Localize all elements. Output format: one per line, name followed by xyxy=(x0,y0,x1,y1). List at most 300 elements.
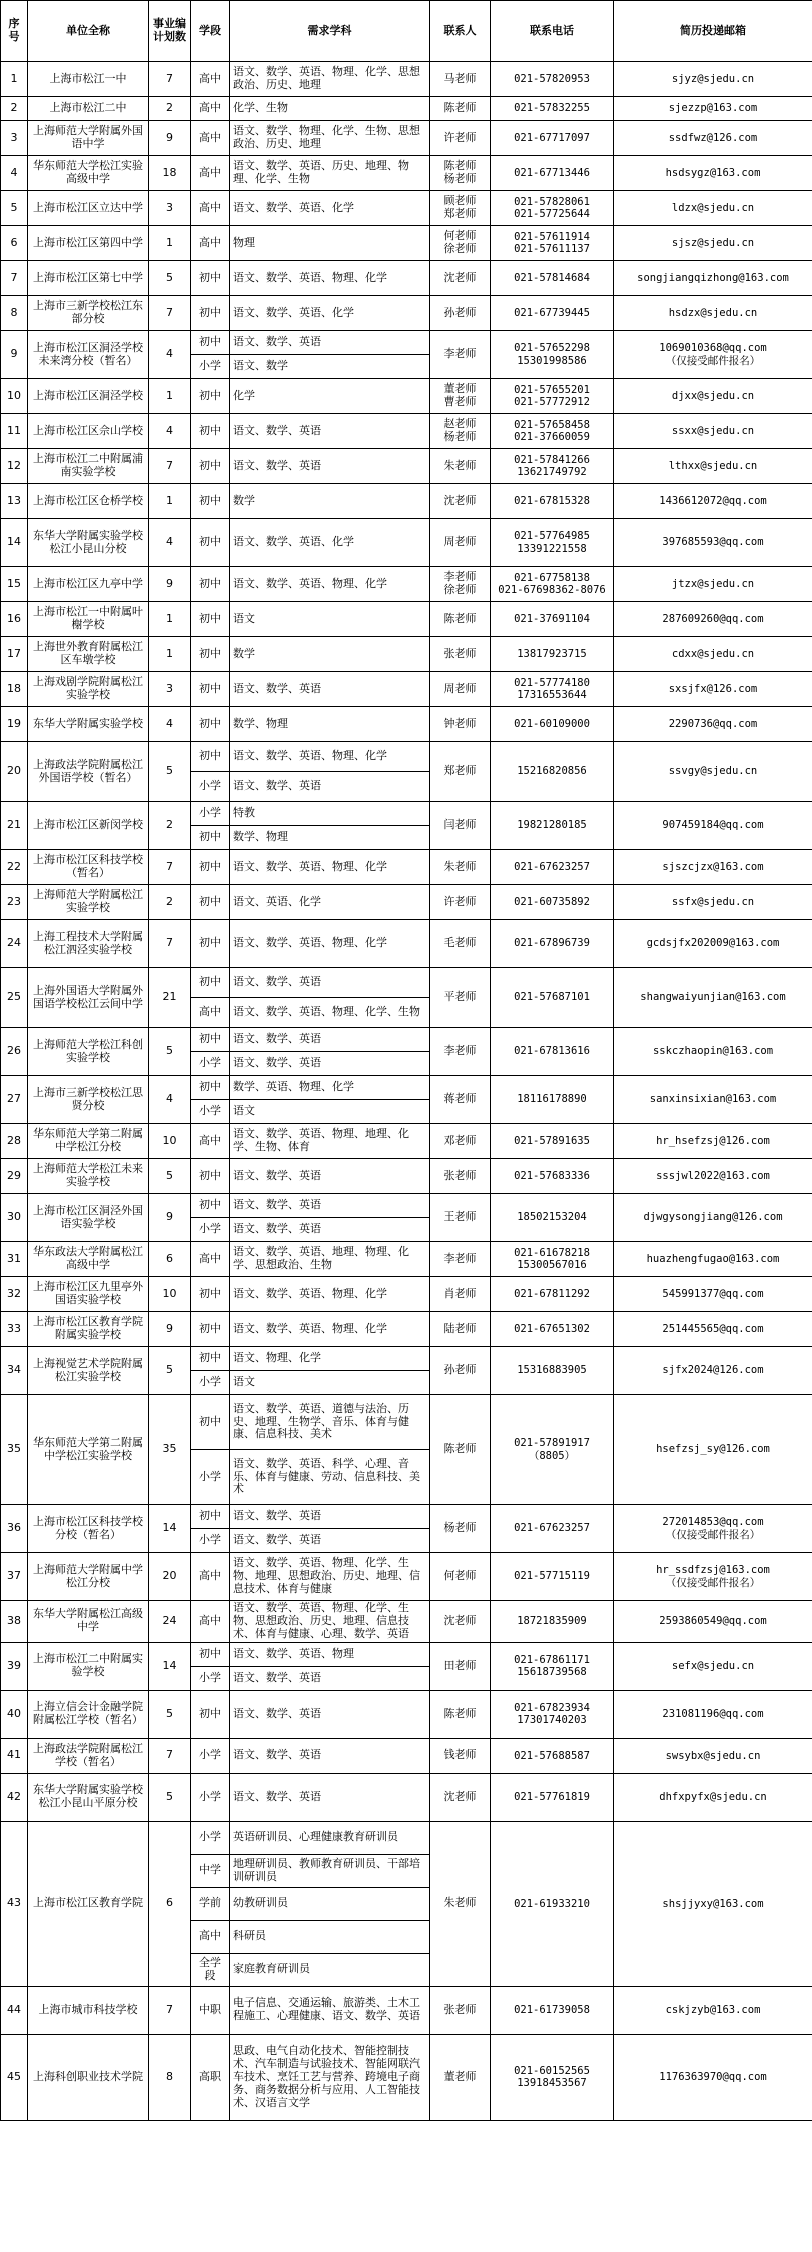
resume-email: hsdzx@sjedu.cn xyxy=(614,296,812,331)
contact-person: 许老师 xyxy=(430,885,491,920)
unit-name: 上海师范大学松江未来实验学校 xyxy=(28,1159,149,1194)
resume-email: songjiangqizhong@163.com xyxy=(614,261,812,296)
resume-email: sjyz@sjedu.cn xyxy=(614,62,812,97)
resume-email: 1436612072@qq.com xyxy=(614,484,812,519)
plan-count: 1 xyxy=(149,637,191,672)
resume-email: sjsz@sjedu.cn xyxy=(614,226,812,261)
contact-person: 陈老师 xyxy=(430,1690,491,1738)
school-level: 高中 xyxy=(191,62,230,97)
contact-person: 沈老师 xyxy=(430,261,491,296)
subjects: 语文、数学、英语 xyxy=(230,1218,430,1242)
subjects: 语文、英语、化学 xyxy=(230,885,430,920)
row-number: 11 xyxy=(1,414,28,449)
school-level: 小学 xyxy=(191,1371,230,1395)
contact-phone: 021-67811292 xyxy=(491,1277,614,1312)
table-row xyxy=(1,885,812,920)
resume-email: hsdsygz@163.com xyxy=(614,156,812,191)
table-row xyxy=(1,1642,812,1666)
school-level: 初中 xyxy=(191,567,230,602)
contact-phone: 021-37691104 xyxy=(491,602,614,637)
resume-email: djxx@sjedu.cn xyxy=(614,379,812,414)
unit-name: 上海戏剧学院附属松江实验学校 xyxy=(28,672,149,707)
resume-email: 2290736@qq.com xyxy=(614,707,812,742)
table-row xyxy=(1,62,812,97)
contact-phone: 021-57611914 021-57611137 xyxy=(491,226,614,261)
subjects: 物理 xyxy=(230,226,430,261)
plan-count: 7 xyxy=(149,296,191,331)
unit-name: 上海师范大学附属中学松江分校 xyxy=(28,1553,149,1601)
table-row xyxy=(1,156,812,191)
resume-email: 545991377@qq.com xyxy=(614,1277,812,1312)
plan-count: 9 xyxy=(149,1312,191,1347)
contact-phone: 021-61678218 15300567016 xyxy=(491,1242,614,1277)
table-row xyxy=(1,1601,812,1643)
school-level: 高中 xyxy=(191,156,230,191)
school-level: 中职 xyxy=(191,1986,230,2034)
subjects: 语文、数学、英语、物理、化学、生物、思想政治、历史、地理、信息技术、体育与健康、心理、数学、英语 xyxy=(230,1601,430,1643)
school-level: 初中 xyxy=(191,449,230,484)
plan-count: 4 xyxy=(149,1076,191,1124)
subjects: 数学 xyxy=(230,484,430,519)
contact-person: 马老师 xyxy=(430,62,491,97)
contact-phone: 021-67758138 021-67698362-8076 xyxy=(491,567,614,602)
row-number: 34 xyxy=(1,1347,28,1395)
unit-name: 上海政法学院附属松江学校（暂名） xyxy=(28,1738,149,1773)
contact-phone: 021-57652298 15301998586 xyxy=(491,331,614,379)
unit-name: 上海视觉艺术学院附属松江实验学校 xyxy=(28,1347,149,1395)
school-level: 初中 xyxy=(191,1028,230,1052)
subjects: 语文、数学、英语、物理、化学、思想政治、历史、地理 xyxy=(230,62,430,97)
table-row xyxy=(1,602,812,637)
school-level: 初中 xyxy=(191,296,230,331)
subjects: 语文、数学、英语 xyxy=(230,1738,430,1773)
resume-email: sssjwl2022@163.com xyxy=(614,1159,812,1194)
subjects: 语文、数学、英语、地理、物理、化学、思想政治、生物 xyxy=(230,1242,430,1277)
table-row xyxy=(1,1124,812,1159)
contact-person: 周老师 xyxy=(430,672,491,707)
header-no: 序号 xyxy=(1,1,28,62)
subjects: 语文、数学、英语、物理、化学 xyxy=(230,920,430,968)
row-number: 35 xyxy=(1,1395,28,1505)
contact-phone: 021-67823934 17301740203 xyxy=(491,1690,614,1738)
subjects: 语文、数学、英语 xyxy=(230,672,430,707)
table-row xyxy=(1,567,812,602)
header-unit: 单位全称 xyxy=(28,1,149,62)
unit-name: 上海市松江区教育学院附属实验学校 xyxy=(28,1312,149,1347)
subjects: 电子信息、交通运输、旅游类、土木工程施工、心理健康、语文、数学、英语 xyxy=(230,1986,430,2034)
table-row xyxy=(1,121,812,156)
resume-email: hr_hsefzsj@126.com xyxy=(614,1124,812,1159)
header-row xyxy=(1,1,812,62)
table-row xyxy=(1,1277,812,1312)
plan-count: 14 xyxy=(149,1505,191,1553)
unit-name: 上海市松江区科技学校分校（暂名） xyxy=(28,1505,149,1553)
contact-phone: 18502153204 xyxy=(491,1194,614,1242)
subjects: 语文、物理、化学 xyxy=(230,1347,430,1371)
contact-person: 张老师 xyxy=(430,637,491,672)
row-number: 17 xyxy=(1,637,28,672)
plan-count: 20 xyxy=(149,1553,191,1601)
row-number: 22 xyxy=(1,850,28,885)
school-level: 小学 xyxy=(191,1450,230,1505)
contact-person: 蒋老师 xyxy=(430,1076,491,1124)
plan-count: 21 xyxy=(149,968,191,1028)
contact-person: 陈老师 xyxy=(430,1395,491,1505)
table-row xyxy=(1,261,812,296)
resume-email: hsefzsj_sy@126.com xyxy=(614,1395,812,1505)
subjects: 语文、数学、英语 xyxy=(230,1690,430,1738)
resume-email: shangwaiyunjian@163.com xyxy=(614,968,812,1028)
row-number: 10 xyxy=(1,379,28,414)
subjects: 语文、数学、英语、物理、化学 xyxy=(230,261,430,296)
school-level: 初中 xyxy=(191,850,230,885)
table-row xyxy=(1,449,812,484)
unit-name: 上海市松江一中附属叶榭学校 xyxy=(28,602,149,637)
subjects: 语文、数学、英语、物理、化学 xyxy=(230,1312,430,1347)
school-level: 小学 xyxy=(191,355,230,379)
contact-person: 周老师 xyxy=(430,519,491,567)
row-number: 40 xyxy=(1,1690,28,1738)
resume-email: ssdfwz@126.com xyxy=(614,121,812,156)
unit-name: 上海市松江区新闵学校 xyxy=(28,802,149,850)
contact-phone: 021-57655201 021-57772912 xyxy=(491,379,614,414)
contact-phone: 021-57828061 021-57725644 xyxy=(491,191,614,226)
unit-name: 上海市松江区洞泾外国语实验学校 xyxy=(28,1194,149,1242)
contact-person: 毛老师 xyxy=(430,920,491,968)
unit-name: 上海市三新学校松江思贤分校 xyxy=(28,1076,149,1124)
school-level: 全学段 xyxy=(191,1953,230,1986)
contact-phone: 15216820856 xyxy=(491,742,614,802)
subjects: 语文、数学、英语 xyxy=(230,1159,430,1194)
row-number: 42 xyxy=(1,1773,28,1821)
contact-person: 董老师 xyxy=(430,2034,491,2120)
header-level: 学段 xyxy=(191,1,230,62)
contact-phone: 021-57683336 xyxy=(491,1159,614,1194)
subjects: 语文、数学、英语、化学 xyxy=(230,191,430,226)
unit-name: 上海市松江区佘山学校 xyxy=(28,414,149,449)
resume-email: sskczhaopin@163.com xyxy=(614,1028,812,1076)
unit-name: 上海师范大学附属松江实验学校 xyxy=(28,885,149,920)
table-row xyxy=(1,1312,812,1347)
table-row xyxy=(1,1821,812,1854)
resume-email: 907459184@qq.com xyxy=(614,802,812,850)
row-number: 19 xyxy=(1,707,28,742)
contact-phone: 021-57841266 13621749792 xyxy=(491,449,614,484)
table-row xyxy=(1,1773,812,1821)
plan-count: 5 xyxy=(149,742,191,802)
contact-person: 钟老师 xyxy=(430,707,491,742)
contact-phone: 021-57688587 xyxy=(491,1738,614,1773)
row-number: 45 xyxy=(1,2034,28,2120)
row-number: 24 xyxy=(1,920,28,968)
table-row xyxy=(1,484,812,519)
subjects: 语文、数学、英语 xyxy=(230,1028,430,1052)
subjects: 地理研训员、教师教育研训员、干部培训研训员 xyxy=(230,1854,430,1887)
unit-name: 上海市松江二中附属实验学校 xyxy=(28,1642,149,1690)
contact-person: 陆老师 xyxy=(430,1312,491,1347)
school-level: 初中 xyxy=(191,1277,230,1312)
resume-email: cdxx@sjedu.cn xyxy=(614,637,812,672)
resume-email: cskjzyb@163.com xyxy=(614,1986,812,2034)
resume-email: huazhengfugao@163.com xyxy=(614,1242,812,1277)
subjects: 语文、数学、英语 xyxy=(230,1052,430,1076)
contact-phone: 18721835909 xyxy=(491,1601,614,1643)
contact-person: 赵老师 杨老师 xyxy=(430,414,491,449)
row-number: 6 xyxy=(1,226,28,261)
unit-name: 华东师范大学第二附属中学松江实验学校 xyxy=(28,1395,149,1505)
row-number: 29 xyxy=(1,1159,28,1194)
plan-count: 9 xyxy=(149,121,191,156)
subjects: 语文、数学、英语、物理、化学 xyxy=(230,742,430,772)
plan-count: 10 xyxy=(149,1277,191,1312)
row-number: 20 xyxy=(1,742,28,802)
unit-name: 上海立信会计金融学院附属松江学校（暂名） xyxy=(28,1690,149,1738)
row-number: 2 xyxy=(1,97,28,121)
table-row xyxy=(1,1347,812,1371)
unit-name: 上海市松江区教育学院 xyxy=(28,1821,149,1986)
contact-phone: 021-57891635 xyxy=(491,1124,614,1159)
plan-count: 4 xyxy=(149,414,191,449)
table-row xyxy=(1,637,812,672)
unit-name: 上海市松江区九亭中学 xyxy=(28,567,149,602)
row-number: 9 xyxy=(1,331,28,379)
unit-name: 华东政法大学附属松江高级中学 xyxy=(28,1242,149,1277)
unit-name: 华东师范大学松江实验高级中学 xyxy=(28,156,149,191)
contact-person: 张老师 xyxy=(430,1986,491,2034)
subjects: 幼教研训员 xyxy=(230,1887,430,1920)
contact-phone: 021-61739058 xyxy=(491,1986,614,2034)
unit-name: 东华大学附属实验学校 xyxy=(28,707,149,742)
unit-name: 上海市松江二中 xyxy=(28,97,149,121)
row-number: 21 xyxy=(1,802,28,850)
table-row xyxy=(1,920,812,968)
contact-phone: 021-67815328 xyxy=(491,484,614,519)
subjects: 语文、数学 xyxy=(230,355,430,379)
contact-person: 董老师 曹老师 xyxy=(430,379,491,414)
contact-phone: 021-67717097 xyxy=(491,121,614,156)
school-level: 初中 xyxy=(191,826,230,850)
school-level: 初中 xyxy=(191,707,230,742)
unit-name: 上海市松江区九里亭外国语实验学校 xyxy=(28,1277,149,1312)
contact-phone: 13817923715 xyxy=(491,637,614,672)
school-level: 初中 xyxy=(191,968,230,998)
unit-name: 上海市松江区仓桥学校 xyxy=(28,484,149,519)
school-level: 中学 xyxy=(191,1854,230,1887)
table-row xyxy=(1,414,812,449)
resume-email: sanxinsixian@163.com xyxy=(614,1076,812,1124)
table-row xyxy=(1,226,812,261)
table-row xyxy=(1,850,812,885)
resume-email: 231081196@qq.com xyxy=(614,1690,812,1738)
plan-count: 5 xyxy=(149,1159,191,1194)
resume-email: ssfx@sjedu.cn xyxy=(614,885,812,920)
contact-person: 杨老师 xyxy=(430,1505,491,1553)
plan-count: 6 xyxy=(149,1242,191,1277)
subjects: 语文、数学、英语、化学 xyxy=(230,519,430,567)
plan-count: 5 xyxy=(149,261,191,296)
unit-name: 上海市松江区立达中学 xyxy=(28,191,149,226)
school-level: 小学 xyxy=(191,1529,230,1553)
plan-count: 9 xyxy=(149,567,191,602)
resume-email: sjfx2024@126.com xyxy=(614,1347,812,1395)
contact-phone: 021-57814684 xyxy=(491,261,614,296)
plan-count: 3 xyxy=(149,191,191,226)
table-row xyxy=(1,742,812,772)
school-level: 初中 xyxy=(191,331,230,355)
school-level: 高中 xyxy=(191,1242,230,1277)
unit-name: 上海市城市科技学校 xyxy=(28,1986,149,2034)
subjects: 语文、数学、英语 xyxy=(230,772,430,802)
contact-person: 何老师 徐老师 xyxy=(430,226,491,261)
contact-phone: 021-67651302 xyxy=(491,1312,614,1347)
school-level: 小学 xyxy=(191,1218,230,1242)
table-row xyxy=(1,1986,812,2034)
subjects: 语文、数学、英语 xyxy=(230,1666,430,1690)
contact-phone: 021-60152565 13918453567 xyxy=(491,2034,614,2120)
row-number: 32 xyxy=(1,1277,28,1312)
table-row xyxy=(1,1076,812,1100)
resume-email: 2593860549@qq.com xyxy=(614,1601,812,1643)
row-number: 4 xyxy=(1,156,28,191)
row-number: 41 xyxy=(1,1738,28,1773)
contact-person: 肖老师 xyxy=(430,1277,491,1312)
contact-person: 李老师 xyxy=(430,1028,491,1076)
subjects: 语文、数学、英语、物理、化学 xyxy=(230,567,430,602)
plan-count: 5 xyxy=(149,1347,191,1395)
contact-phone: 021-67813616 xyxy=(491,1028,614,1076)
contact-phone: 18116178890 xyxy=(491,1076,614,1124)
table-row xyxy=(1,1395,812,1450)
row-number: 23 xyxy=(1,885,28,920)
table-row xyxy=(1,802,812,826)
plan-count: 2 xyxy=(149,97,191,121)
subjects: 语文、数学、英语、科学、心理、音乐、体育与健康、劳动、信息科技、美术 xyxy=(230,1450,430,1505)
table-row xyxy=(1,191,812,226)
row-number: 33 xyxy=(1,1312,28,1347)
unit-name: 东华大学附属松江高级中学 xyxy=(28,1601,149,1643)
unit-name: 上海工程技术大学附属松江泗泾实验学校 xyxy=(28,920,149,968)
row-number: 25 xyxy=(1,968,28,1028)
subjects: 语文、数学、英语 xyxy=(230,1529,430,1553)
resume-email: hr_ssdfzsj@163.com （仅接受邮件报名） xyxy=(614,1553,812,1601)
resume-email: gcdsjfx202009@163.com xyxy=(614,920,812,968)
row-number: 39 xyxy=(1,1642,28,1690)
school-level: 高中 xyxy=(191,1601,230,1643)
contact-phone: 021-57891917 （8805） xyxy=(491,1395,614,1505)
subjects: 科研员 xyxy=(230,1920,430,1953)
resume-email: jtzx@sjedu.cn xyxy=(614,567,812,602)
plan-count: 4 xyxy=(149,707,191,742)
resume-email: 1069010368@qq.com （仅接受邮件报名） xyxy=(614,331,812,379)
plan-count: 6 xyxy=(149,1821,191,1986)
plan-count: 7 xyxy=(149,850,191,885)
unit-name: 上海师范大学松江科创实验学校 xyxy=(28,1028,149,1076)
unit-name: 东华大学附属实验学校松江小昆山平原分校 xyxy=(28,1773,149,1821)
subjects: 语文、数学、物理、化学、生物、思想政治、历史、地理 xyxy=(230,121,430,156)
resume-email: dhfxpyfx@sjedu.cn xyxy=(614,1773,812,1821)
school-level: 初中 xyxy=(191,920,230,968)
row-number: 16 xyxy=(1,602,28,637)
contact-phone: 021-57774180 17316553644 xyxy=(491,672,614,707)
school-level: 高中 xyxy=(191,226,230,261)
table-row xyxy=(1,519,812,567)
contact-person: 陈老师 xyxy=(430,602,491,637)
table-row xyxy=(1,707,812,742)
contact-person: 沈老师 xyxy=(430,484,491,519)
school-level: 高中 xyxy=(191,121,230,156)
resume-email: swsybx@sjedu.cn xyxy=(614,1738,812,1773)
school-level: 高中 xyxy=(191,97,230,121)
resume-email: djwgysongjiang@126.com xyxy=(614,1194,812,1242)
unit-name: 东华大学附属实验学校松江小昆山分校 xyxy=(28,519,149,567)
unit-name: 华东师范大学第二附属中学松江分校 xyxy=(28,1124,149,1159)
school-level: 初中 xyxy=(191,1159,230,1194)
unit-name: 上海市松江区洞泾学校 xyxy=(28,379,149,414)
school-level: 初中 xyxy=(191,261,230,296)
row-number: 26 xyxy=(1,1028,28,1076)
plan-count: 14 xyxy=(149,1642,191,1690)
school-level: 小学 xyxy=(191,802,230,826)
school-level: 初中 xyxy=(191,637,230,672)
table-row xyxy=(1,1505,812,1529)
contact-person: 孙老师 xyxy=(430,296,491,331)
table-row xyxy=(1,97,812,121)
contact-phone: 021-57832255 xyxy=(491,97,614,121)
plan-count: 4 xyxy=(149,519,191,567)
plan-count: 8 xyxy=(149,2034,191,2120)
contact-person: 朱老师 xyxy=(430,1821,491,1986)
school-level: 小学 xyxy=(191,1773,230,1821)
contact-person: 平老师 xyxy=(430,968,491,1028)
contact-person: 陈老师 杨老师 xyxy=(430,156,491,191)
school-level: 初中 xyxy=(191,1347,230,1371)
school-level: 高职 xyxy=(191,2034,230,2120)
contact-person: 顾老师 郑老师 xyxy=(430,191,491,226)
subjects: 语文、数学、英语 xyxy=(230,414,430,449)
row-number: 1 xyxy=(1,62,28,97)
contact-person: 陈老师 xyxy=(430,97,491,121)
contact-phone: 021-67739445 xyxy=(491,296,614,331)
school-level: 高中 xyxy=(191,1553,230,1601)
resume-email: sefx@sjedu.cn xyxy=(614,1642,812,1690)
row-number: 31 xyxy=(1,1242,28,1277)
resume-email: ssxx@sjedu.cn xyxy=(614,414,812,449)
resume-email: 272014853@qq.com （仅接受邮件报名） xyxy=(614,1505,812,1553)
header-count: 事业编计划数 xyxy=(149,1,191,62)
contact-person: 田老师 xyxy=(430,1642,491,1690)
plan-count: 1 xyxy=(149,226,191,261)
school-level: 初中 xyxy=(191,484,230,519)
school-level: 初中 xyxy=(191,1505,230,1529)
table-row xyxy=(1,1738,812,1773)
table-row xyxy=(1,1690,812,1738)
resume-email: 287609260@qq.com xyxy=(614,602,812,637)
school-level: 初中 xyxy=(191,1395,230,1450)
plan-count: 3 xyxy=(149,672,191,707)
unit-name: 上海世外教育附属松江区车墩学校 xyxy=(28,637,149,672)
unit-name: 上海科创职业技术学院 xyxy=(28,2034,149,2120)
school-level: 初中 xyxy=(191,519,230,567)
school-level: 小学 xyxy=(191,1738,230,1773)
contact-phone: 021-60109000 xyxy=(491,707,614,742)
contact-person: 许老师 xyxy=(430,121,491,156)
subjects: 语文、数学、英语 xyxy=(230,1194,430,1218)
header-subject: 需求学科 xyxy=(230,1,430,62)
school-level: 高中 xyxy=(191,1920,230,1953)
subjects: 特教 xyxy=(230,802,430,826)
row-number: 38 xyxy=(1,1601,28,1643)
table-row xyxy=(1,968,812,998)
